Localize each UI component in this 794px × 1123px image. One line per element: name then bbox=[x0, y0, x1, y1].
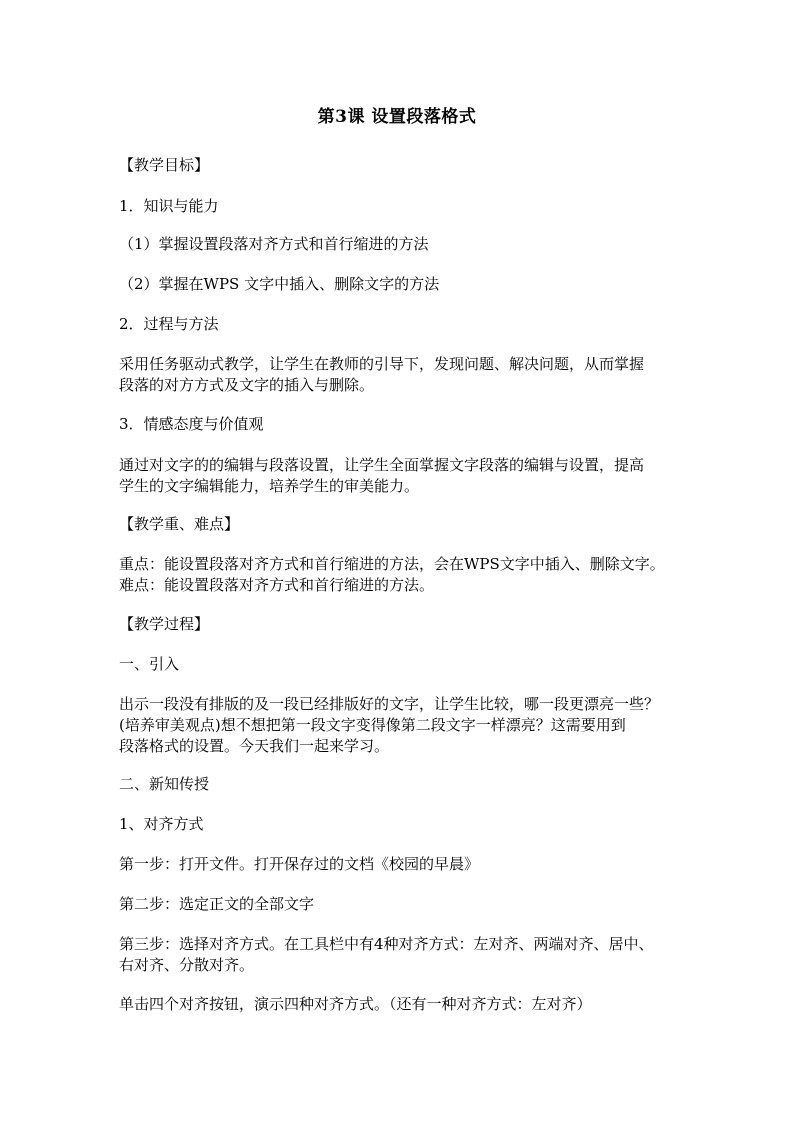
paragraph-line: (培养审美观点)想不想把第一段文字变得像第二段文字一样漂亮？这需要用到 bbox=[119, 716, 626, 734]
paragraph-line: 段落格式的设置。今天我们一起来学习。 bbox=[119, 737, 390, 755]
paragraph-line: 右对齐、分散对齐。 bbox=[119, 956, 255, 974]
subheading-emotion-values: 3．情感态度与价值观 bbox=[119, 415, 264, 433]
paragraph-step-1: 第一步：打开文件。打开保存过的文档《校园的早晨》 bbox=[119, 855, 480, 873]
paragraph-line: 通过对文字的的编辑与段落设置，让学生全面掌握文字段落的编辑与设置，提高 bbox=[119, 456, 645, 474]
section-heading-process: 【教学过程】 bbox=[119, 615, 210, 633]
section-heading-key-points: 【教学重、难点】 bbox=[119, 515, 240, 533]
subheading-alignment: 1、对齐方式 bbox=[119, 815, 204, 833]
paragraph-step-2: 第二步：选定正文的全部文字 bbox=[119, 895, 315, 913]
paragraph-item-2: （2）掌握在WPS 文字中插入、删除文字的方法 bbox=[119, 275, 440, 293]
subheading-introduction: 一、引入 bbox=[119, 655, 180, 673]
paragraph-line: 出示一段没有排版的及一段已经排版好的文字，让学生比较，哪一段更漂亮一些？ bbox=[119, 695, 660, 713]
subheading-knowledge-ability: 1．知识与能力 bbox=[119, 197, 219, 215]
paragraph-line: 段落的对方方式及文字的插入与删除。 bbox=[119, 376, 375, 394]
subheading-process-method: 2．过程与方法 bbox=[119, 315, 219, 333]
paragraph-line: 单击四个对齐按钮，演示四种对齐方式。（还有一种对齐方式：左对齐） bbox=[119, 995, 592, 1013]
paragraph-line: 学生的文字编辑能力，培养学生的审美能力。 bbox=[119, 477, 420, 495]
page-title: 第3课 设置段落格式 bbox=[317, 107, 477, 127]
paragraph-line: 重点：能设置段落对齐方式和首行缩进的方法，会在WPS文字中插入、删除文字。 bbox=[119, 555, 665, 573]
paragraph-line: 第三步：选择对齐方式。在工具栏中有4种对齐方式：左对齐、两端对齐、居中、 bbox=[119, 935, 654, 953]
section-heading-objectives: 【教学目标】 bbox=[119, 156, 210, 174]
paragraph-line: 采用任务驱动式教学，让学生在教师的引导下，发现问题、解决问题，从而掌握 bbox=[119, 355, 645, 373]
paragraph-line: 难点：能设置段落对齐方式和首行缩进的方法。 bbox=[119, 576, 435, 594]
subheading-new-knowledge: 二、新知传授 bbox=[119, 775, 210, 793]
paragraph-item-1: （1）掌握设置段落对齐方式和首行缩进的方法 bbox=[119, 235, 429, 253]
